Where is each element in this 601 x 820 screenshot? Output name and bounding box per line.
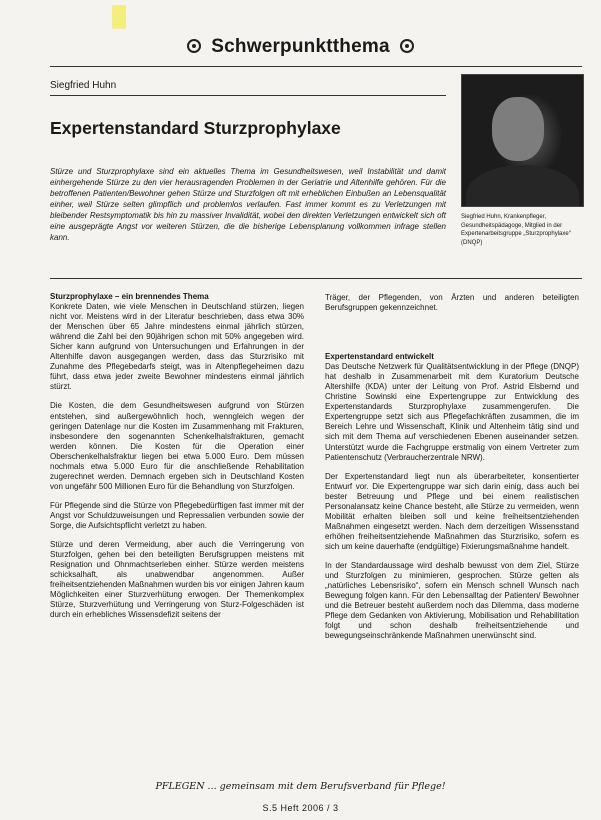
paragraph: Der Expertenstandard liegt nun als überarbeiteter, konsentierter Entwurf vor. Die Expertengruppe war sich darin einig, dass auch bei bester Betreuung und Pflege und bei einem realistischen Personalansatz keine Chance besteht, alle Stürze zu vermeiden, wenn Mobilität erhalten bleiben soll und keine freiheitsentziehenden Maßnahmen eingesetzt werden. Nach dem derzeitigen Wissensstand erhöhen freiheitsentziehende Maßnahmen das Sturzrisiko, sofern es sich um keine dauerhafte (endgültige) Fixierungsmaßnahme handelt. xyxy=(325,471,579,551)
section-header xyxy=(0,36,601,58)
author-name: Siegfried Huhn xyxy=(50,80,117,91)
paragraph: In der Standardaussage wird deshalb bewusst von dem Ziel, Stürze und Sturzfolgen zu minimieren, gesprochen. Stürze gelten als „natürliches Lebensrisiko“, sofern ein Mensch schnell Wunsch nach Bewegung folgen kann. Für den Lebensalltag der Patienten/ Bewohner und die Betreuer besteht außerdem noch das Dilemma, dass moderne Pflege dem Gedanken von Aktivierung, Mobilisation und Rehabilitation folgt und schon deshalb freiheitsentziehende und bewegungseinschränkende Maßnahmen unerwünscht sind. xyxy=(325,560,579,641)
article-title: Expertenstandard Sturzprophylaxe xyxy=(50,118,341,138)
page-folio: S.5 Heft 2006 / 3 xyxy=(262,803,339,813)
right-heading: Expertenstandard entwickelt xyxy=(325,352,434,362)
lead-rule xyxy=(50,278,582,279)
ornament-left-icon xyxy=(187,39,201,53)
footer-motto: PFLEGEN ... gemeinsam mit dem Berufsverband für Pflege! xyxy=(155,781,446,792)
lead-paragraph: Stürze und Sturzprophylaxe sind ein aktuelles Thema im Gesundheitswesen, weil Instabilität und damit einhergehende Stürze zu den vier herausragenden Problemen in der Geriatrie und Altenhilfe gehören. Für die betroffenen Patienten/Bewohner gehen Stürze und Sturzfolgen oft mit erheblichen Einbußen an Lebensqualität einher, weil Stürze selten glimpflich und problemlos verlaufen. Fast immer kommt es zu Verletzungen mit bleibender Restsymptomatik bis hin zu massiver Invalidität, wobei den direkten Verletzungen entwickelt sich oft eine ausgeprägte Angst vor weiteren Stürzen, die die bisherige Lebensplanung vollkommen infrage stellen kann. xyxy=(50,167,446,242)
paragraph: Träger, der Pflegenden, von Ärzten und anderen beteiligten Berufsgruppen gekennzeichnet. xyxy=(325,293,579,313)
paragraph: Stürze und deren Vermeidung, aber auch die Verringerung von Sturzfolgen, gehen bei den beteiligten Berufsgruppen meistens mit Resignation und Ohnmachtserleben einher. Stürze werden meistens schicksalhaft, als unabwendbar angenommen. Außer freiheitsentziehenden Maßnahmen wurden bis vor einigen Jahren kaum Möglichkeiten einer Sturzverhütung erwogen. Der Themenkomplex Stürze, Sturzverhütung und Verringerung von Sturz-Folgeschäden ist durch ein erhebliches Wissensdefizit seitens der xyxy=(50,540,304,620)
right-column xyxy=(325,293,579,650)
highlight-mark xyxy=(112,5,126,29)
left-column xyxy=(50,292,304,629)
section-title: Schwerpunktthema xyxy=(211,36,390,57)
photo-caption: Siegfried Huhn, Krankenpfleger, Gesundheitspädagoge, Mitglied in der Expertenarbeitsgruppe „Sturzprophylaxe“ (DNQP) xyxy=(461,214,571,246)
ornament-right-icon xyxy=(400,39,414,53)
left-heading: Sturzprophylaxe – ein brennendes Thema xyxy=(50,292,209,301)
paragraph: Das Deutsche Netzwerk für Qualitätsentwicklung in der Pflege (DNQP) hat deshalb in Zusammenarbeit mit dem Kuratorium Deutsche Altershilfe (KDA) unter der Leitung von Prof. Astrid Elsbernd und Christine Sowinski eine Expertengruppe zur Entwicklung des Expertenstandards Sturzprophylaxe zusammengerufen. Die Expertengruppe setzt sich aus Pflegefachkräften zusammen, die im Bereich Lehre und Wissenschaft, Klinik und Altenheim tätig sind und sich mit dem Thema auf verschiedenen Ebenen auseinander setzen. Unterstützt wurde die Fachgruppe erstmalig von einem Vertreter zum Patientenschutz (Verbraucherzentrale NRW). xyxy=(325,362,579,462)
paragraph: Die Kosten, die dem Gesundheitswesen aufgrund von Stürzen entstehen, sind außergewöhnlich hoch, wenngleich wegen der geringen Datenlage nur die Kosten im Zusammenhang mit Frakturen, insbesondere den sogenannten Schenkelhalsfrakturen, gemacht werden können. Die Kosten für die Operation einer Oberschenkelhalsfraktur liegen bei etwa 5.000 Euro. Dem müssen nochmals etwa 5.000 Euro für die anschließende Rehabilitation zugerechnet werden. Demnach ergeben sich in Deutschland Kosten von ungefähr 500 Millionen Euro für die Behandlung von Sturzfolgen. xyxy=(50,401,304,491)
author-rule xyxy=(50,95,446,96)
author-photo xyxy=(461,74,584,207)
paragraph: Konkrete Daten, wie viele Menschen in Deutschland stürzen, liegen nicht vor. Meistens wird in der Literatur beschrieben, dass etwa 30% der Menschen über 65 Jahre mindestens einmal jährlich stürzen, während die Zahl bei den 90jährigen schon mit 50% angegeben wird. Sicher kann aufgrund von Untersuchungen und Erfahrungen in der Altenhilfe davon ausgegangen werden, dass das Sturzrisiko mit Zunahme des Pflegebedarfs steigt, was in Altenpflegeheimen dazu führt, dass etwa jeder zweite Bewohner mindestens einmal jährlich stürzt. xyxy=(50,302,304,392)
header-rule xyxy=(50,66,582,67)
paragraph: Für Pflegende sind die Stürze von Pflegebedürftigen fast immer mit der Angst vor Schuldzuweisungen und Repressalien verbunden sowie der Sorge, die Aufsichtspflicht verletzt zu haben. xyxy=(50,500,304,530)
